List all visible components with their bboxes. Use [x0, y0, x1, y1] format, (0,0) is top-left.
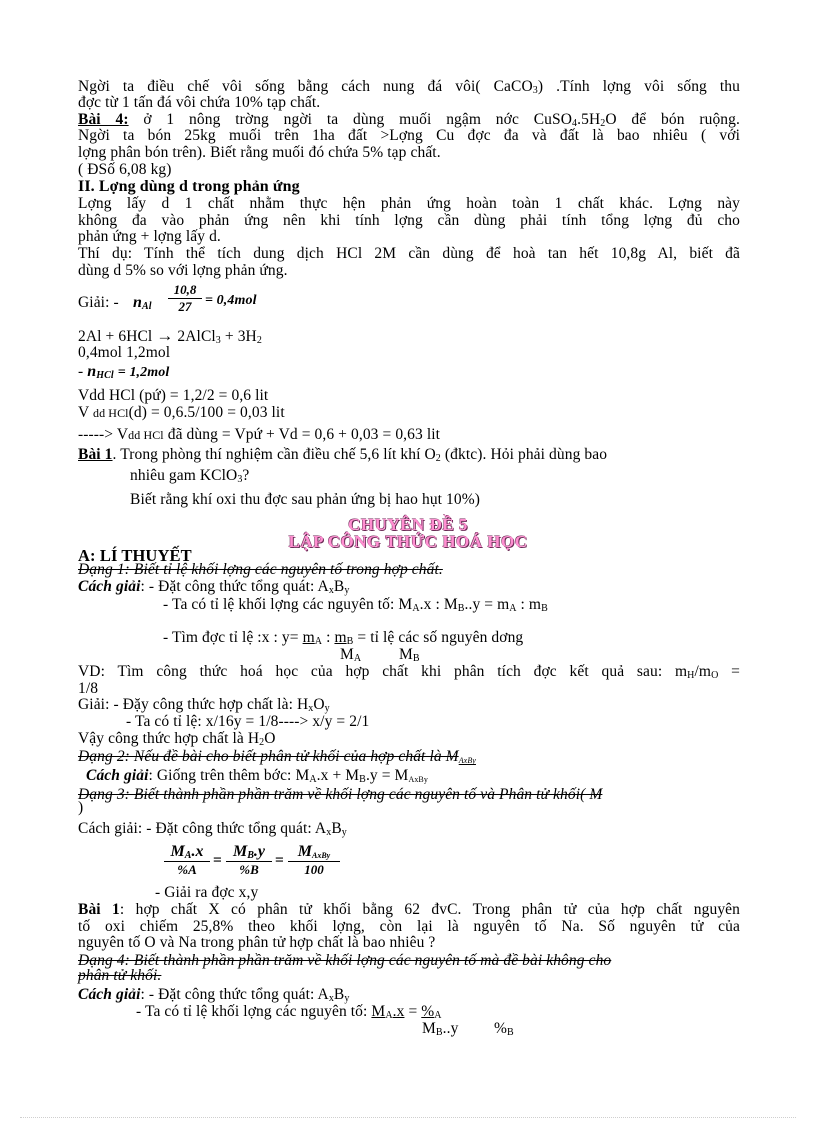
fraction-ma-x: $M_A.x$ %A: [164, 843, 210, 878]
ratio-denominator-b: $M_B$: [399, 646, 420, 664]
ratio-denominator-a: $M_A$: [340, 646, 362, 664]
giai-line-2: - Ta có tỉ lệ: x/16y = 1/8----> x/y = 2/1: [126, 713, 370, 730]
vd-line-1: VD: Tìm công thức hoá học của hợp chất khi phân tích đợc kết quả sau: $m_H/m_O$ =: [78, 663, 740, 681]
bai4-line-1: Bài 4: ở 1 nông trờng ngời ta dùng muối ngậm nớc $CuSO_4.5H_2O$ để bón ruộng.: [78, 111, 740, 129]
mol-line: 0,4mol 1,2mol: [78, 344, 171, 361]
section2-line-1: Lợng lấy d 1 chất nhằm thực hện phản ứng hoàn toàn 1 chất khác. Lợng này: [78, 195, 740, 212]
section2-line-2: không đa vào phản ứng nên khi tính lợng cần dùng phải tính tổng lợng đủ cho: [78, 212, 740, 229]
bai1-line-1: Bài 1: hợp chất X có phân tử khối bằng 62 đvC. Trong phân tử của hợp chất nguyên: [78, 901, 740, 918]
dang4-title-end: phân tử khối.: [78, 967, 162, 984]
bai1a-line-2: nhiêu gam KClO$_3$?: [130, 467, 250, 485]
para-lime-line-1: Ngời ta điều chế vôi sống bằng cách nung đá vôi( CaCO$_3$) .Tính lợng vôi sống thu: [78, 78, 740, 96]
fraction-m-compound: $M_{AxBy}$ 100: [288, 843, 340, 878]
reaction-equation: 2Al + 6HCl → 2AlCl$_3$ + $3H_2$: [78, 326, 262, 346]
giai-line-3: Vậy công thức hợp chất là $H_2O$: [78, 730, 276, 748]
dang1-method-line-3: - Tìm đợc tỉ lệ :x : $y= m_A$ : $m_B$ = tỉ lệ các số nguyên dơng: [163, 629, 524, 647]
total-line: -----> Vdd HCl đã dùng = Vpứ + Vd = 0,6 + 0,03 = 0,63 lit: [78, 426, 441, 443]
bai1-line-2: tố oxi chiếm 25,8% theo khối lợng, còn lại là nguyên tố Na. Số nguyên tử của: [78, 918, 740, 935]
n-al-fraction: 10,8 27: [168, 282, 202, 315]
example-line-2: dùng d 5% so với lợng phản ứng.: [78, 262, 288, 279]
bai1a-line-3: Biết rằng khí oxi thu đợc sau phản ứng bị hao hụt 10%): [130, 491, 481, 508]
dang4-title: Dạng 4: Biết thành phần phần trăm về khối lợng các nguyên tố mà đề bài không cho: [78, 952, 612, 969]
section2-title: II. Lợng dùng d trong phản ứng: [78, 178, 300, 195]
topic-main-title: LẬP CÔNG THỨC HOÁ HỌC: [288, 532, 528, 551]
vd-line-2: 1/8: [78, 680, 99, 697]
section2-line-3: phản ứng + lợng lấy d.: [78, 228, 221, 245]
dang2-method: Cách giải: Giống trên thêm bớc: $M_A.x + M_B.y = M_{AxBy}$: [86, 767, 428, 785]
dang4-percent-b: $\%_B$: [494, 1020, 514, 1038]
dang1-title: Dạng 1: Biết tỉ lệ khối lợng các nguyên tố trong hợp chất.: [78, 561, 443, 578]
bai1a-line-1: Bài 1. Trong phòng thí nghiệm cần điều chế 5,6 lít khí $O_2$ (đktc). Hỏi phải dùng bao: [78, 446, 608, 464]
page-bottom-divider: [20, 1117, 796, 1118]
dang3-title: Dạng 3: Biết thành phần phần trăm về khối lợng các nguyên tố và Phân tử khối( M: [78, 786, 603, 803]
bai1-line-3: nguyên tố O và Na trong phân tử hợp chất là bao nhiêu ?: [78, 934, 436, 951]
dang1-method-line-2: - Ta có tỉ lệ khối lợng các nguyên tố: $M_A.x$ : $M_B..y = m_A$ : $m_B$: [163, 596, 548, 614]
dang1-method-line-1: Cách giải: - Đặt công thức tổng quát: $A_xB_y$: [78, 578, 350, 596]
equals-sign-2: =: [275, 852, 284, 869]
dang4-denominator-b: $M_B..y$: [422, 1020, 459, 1038]
bai4-line-3: lợng phân bón trên). Biết rằng muối đó chứa 5% tạp chất.: [78, 144, 441, 161]
dang3-title-end: ): [78, 799, 84, 816]
fraction-mb-y: $M_B.y$ %B: [226, 843, 272, 878]
vd-line: V dd HCl(d) = 0,6.5/100 = 0,03 lit: [78, 404, 285, 421]
equals-sign-1: =: [213, 852, 222, 869]
giai-label: Giải: -: [78, 294, 119, 311]
dang4-method-line-2: - Ta có tỉ lệ khối lợng các nguyên tố: $M_A.x = \%_A$: [136, 1003, 442, 1021]
dang4-method-line-1: Cách giải: - Đặt công thức tổng quát: $A_xB_y$: [78, 986, 350, 1004]
vdd-hcl-line: Vdd HCl (pứ) = 1,2/2 = 0,6 lit: [78, 387, 269, 404]
n-hcl-line: - $n_{HCl} = 1,2mol$: [78, 363, 170, 381]
giai-line-1: Giải: - Đặy công thức hợp chất là: $H_xO_y$: [78, 696, 330, 714]
solve-xy: - Giải ra đợc x,y: [155, 884, 259, 901]
dang2-title: Dạng 2: Nếu đề bài cho biết phân tử khối của hợp chất là $M_{AxBy}$: [78, 748, 476, 765]
dang3-method: Cách giải: - Đặt công thức tổng quát: $A_xB_y$: [78, 820, 347, 838]
topic-number-title: CHUYÊN ĐỀ 5: [348, 515, 468, 534]
n-al-value: = 0,4mol: [205, 293, 257, 308]
para-lime-line-2: đợc từ 1 tấn đá vôi chứa 10% tạp chất.: [78, 94, 321, 111]
example-line-1: Thí dụ: Tính thể tích dung dịch HCl 2M cần dùng để hoà tan hết 10,8g Al, biết đã: [78, 245, 740, 262]
n-al-symbol: $n_{Al}$: [133, 294, 152, 312]
theory-title: A: LÍ THUYẾT: [78, 546, 192, 565]
bai4-line-2: Ngời ta bón 25kg muối trên 1ha đất >Lợng Cu đợc đa và đất là bao nhiêu ( với: [78, 127, 740, 144]
bai4-answer: ( ĐSố 6,08 kg): [78, 161, 172, 178]
